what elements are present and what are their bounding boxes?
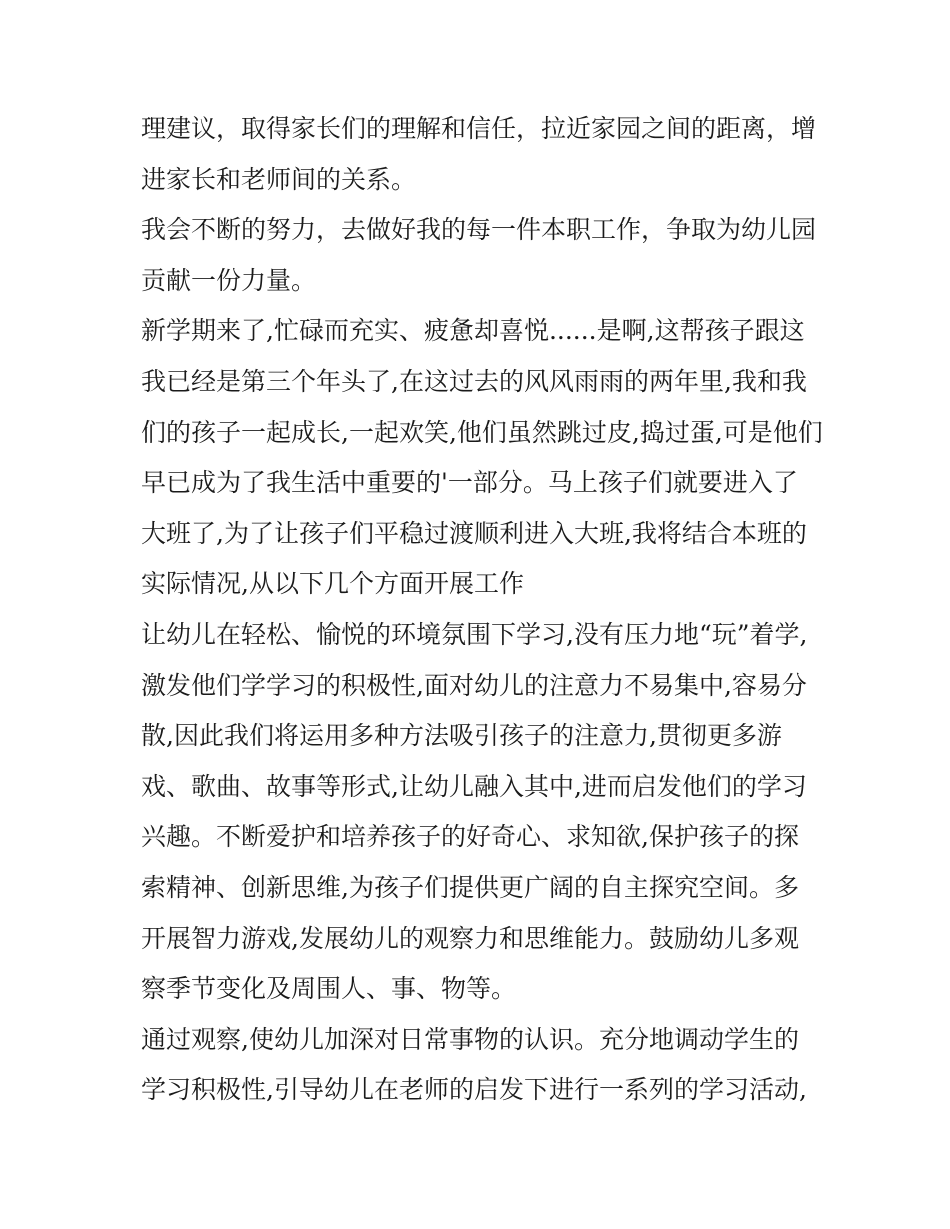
text-line: 新学期来了,忙碌而充实、疲惫却喜悦......是啊,这帮孩子跟这 [141, 316, 805, 345]
text-line: 通过观察,使幼儿加深对日常事物的认识。充分地调动学生的 [141, 1025, 799, 1054]
text-line: 察季节变化及周围人、事、物等。 [141, 974, 517, 1003]
text-line: 大班了,为了让孩子们平稳过渡顺利进入大班,我将结合本班的 [141, 519, 807, 548]
text-line: 进家长和老师间的关系。 [141, 165, 417, 194]
text-line: 我会不断的努力，去做好我的每一件本职工作，争取为幼儿园 [141, 215, 817, 244]
text-line: 理建议，取得家长们的理解和信任，拉近家园之间的距离，增 [141, 114, 817, 143]
text-line: 们的孩子一起成长,一起欢笑,他们虽然跳过皮,捣过蛋,可是他们 [141, 418, 823, 447]
text-line: 激发他们学学习的积极性,面对幼儿的注意力不易集中,容易分 [141, 671, 807, 700]
text-line: 散,因此我们将运用多种方法吸引孩子的注意力,贯彻更多游 [141, 721, 782, 750]
text-line: 兴趣。不断爱护和培养孩子的好奇心、求知欲,保护孩子的探 [141, 822, 799, 851]
text-line: 早已成为了我生活中重要的'一部分。马上孩子们就要进入了 [141, 468, 798, 497]
text-line: 索精神、创新思维,为孩子们提供更广阔的自主探究空间。多 [141, 873, 799, 902]
text-line: 开展智力游戏,发展幼儿的观察力和思维能力。鼓励幼儿多观 [141, 924, 799, 953]
text-line: 我已经是第三个年头了,在这过去的风风雨雨的两年里,我和我 [141, 367, 807, 396]
text-line: 戏、歌曲、故事等形式,让幼儿融入其中,进而启发他们的学习 [141, 772, 807, 801]
text-line: 贡献一份力量。 [141, 266, 317, 295]
text-line: 实际情况,从以下几个方面开展工作 [141, 569, 524, 598]
text-line: 学习积极性,引导幼儿在老师的启发下进行一系列的学习活动, [141, 1075, 807, 1104]
text-line: 让幼儿在轻松、愉悦的环境氛围下学习,没有压力地“玩”着学, [141, 620, 808, 649]
